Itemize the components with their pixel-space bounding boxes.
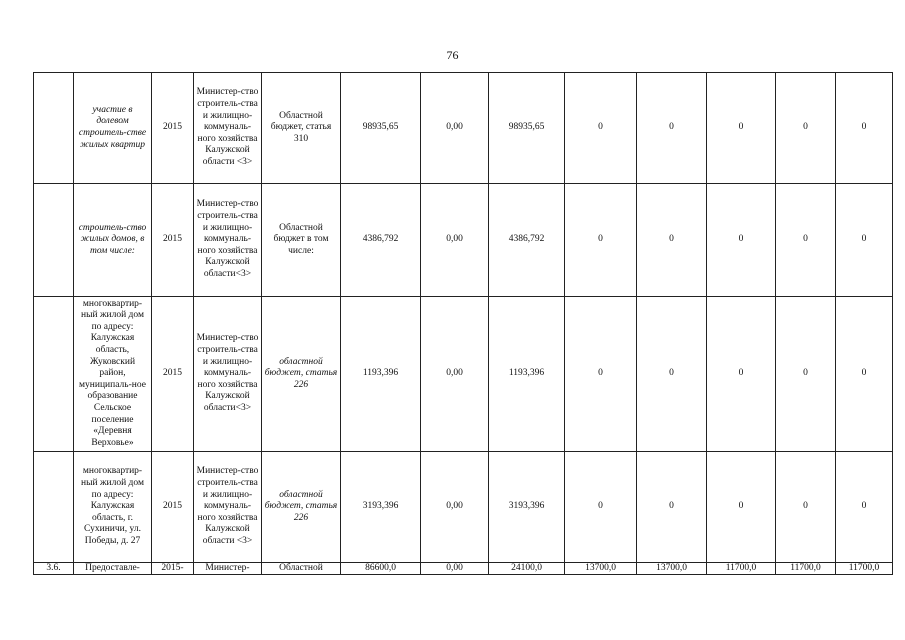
value-cell: 0 [637,184,707,297]
total-cell: 4386,792 [341,184,421,297]
value-cell: 11700,0 [707,563,776,575]
value-cell: 0 [707,184,776,297]
ministry-cell: Министер-ство строитель-ства и жилищно-коммуналь-ного хозяйства Калужской области<3> [194,297,262,452]
row-number [34,73,74,184]
value-cell: 3193,396 [489,452,565,563]
value-cell: 0,00 [421,184,489,297]
value-cell: 0 [565,452,637,563]
row-number [34,297,74,452]
total-cell: 1193,396 [341,297,421,452]
value-cell: 0 [776,73,836,184]
year-cell: 2015 [152,184,194,297]
value-cell: 0 [637,73,707,184]
value-cell: 0 [836,452,893,563]
funding-source-cell: Областной бюджет, статья 310 [262,73,341,184]
value-cell: 0 [707,297,776,452]
value-cell: 0 [565,184,637,297]
total-cell: 98935,65 [341,73,421,184]
row-number [34,452,74,563]
measure-title: многоквартир-ный жилой дом по адресу: Калужская область, Жуковский район, муниципаль-ное образование Сельское поселение «Деревня Верховье» [74,297,152,452]
value-cell: 0 [836,297,893,452]
ministry-cell: Министер-ство строитель-ства и жилищно-коммуналь-ного хозяйства Калужской области <3> [194,452,262,563]
row-number: 3.6. [34,563,74,575]
value-cell: 24100,0 [489,563,565,575]
value-cell: 4386,792 [489,184,565,297]
value-cell: 0 [776,297,836,452]
value-cell: 0 [707,73,776,184]
measure-title: участие в долевом строитель-стве жилых квартир [74,73,152,184]
table-row [34,452,893,563]
value-cell: 0,00 [421,563,489,575]
value-cell: 0,00 [421,297,489,452]
value-cell: 0,00 [421,452,489,563]
measure-title: многоквартир-ный жилой дом по адресу: Калужская область, г. Сухиничи, ул. Победы, д. 27 [74,452,152,563]
page-number: 76 [446,48,459,62]
year-cell: 2015 [152,73,194,184]
ministry-cell: Министер-ство строитель-ства и жилищно-коммуналь-ного хозяйства Калужской области <3> [194,73,262,184]
funding-source-cell: Областной [262,563,341,575]
value-cell: 0 [776,184,836,297]
value-cell: 0 [637,452,707,563]
value-cell: 0 [637,297,707,452]
value-cell: 11700,0 [776,563,836,575]
total-cell: 3193,396 [341,452,421,563]
year-cell: 2015 [152,297,194,452]
value-cell: 0 [836,184,893,297]
row-number [34,184,74,297]
value-cell: 13700,0 [637,563,707,575]
budget-table [33,72,893,575]
funding-source-cell: областной бюджет, статья 226 [262,297,341,452]
value-cell: 0 [707,452,776,563]
year-cell: 2015- [152,563,194,575]
year-cell: 2015 [152,452,194,563]
value-cell: 0 [776,452,836,563]
total-cell: 86600,0 [341,563,421,575]
value-cell: 11700,0 [836,563,893,575]
ministry-cell: Министер- [194,563,262,575]
funding-source-cell: областной бюджет, статья 226 [262,452,341,563]
table-row [34,297,893,452]
measure-title: Предоставле- [74,563,152,575]
funding-source-cell: Областной бюджет в том числе: [262,184,341,297]
value-cell: 98935,65 [489,73,565,184]
table-row [34,563,893,575]
table-row [34,184,893,297]
value-cell: 0 [836,73,893,184]
value-cell: 1193,396 [489,297,565,452]
value-cell: 0 [565,297,637,452]
value-cell: 13700,0 [565,563,637,575]
measure-title: строитель-ство жилых домов, в том числе: [74,184,152,297]
value-cell: 0 [565,73,637,184]
ministry-cell: Министер-ство строитель-ства и жилищно-коммуналь-ного хозяйства Калужской области<3> [194,184,262,297]
value-cell: 0,00 [421,73,489,184]
table-row [34,73,893,184]
